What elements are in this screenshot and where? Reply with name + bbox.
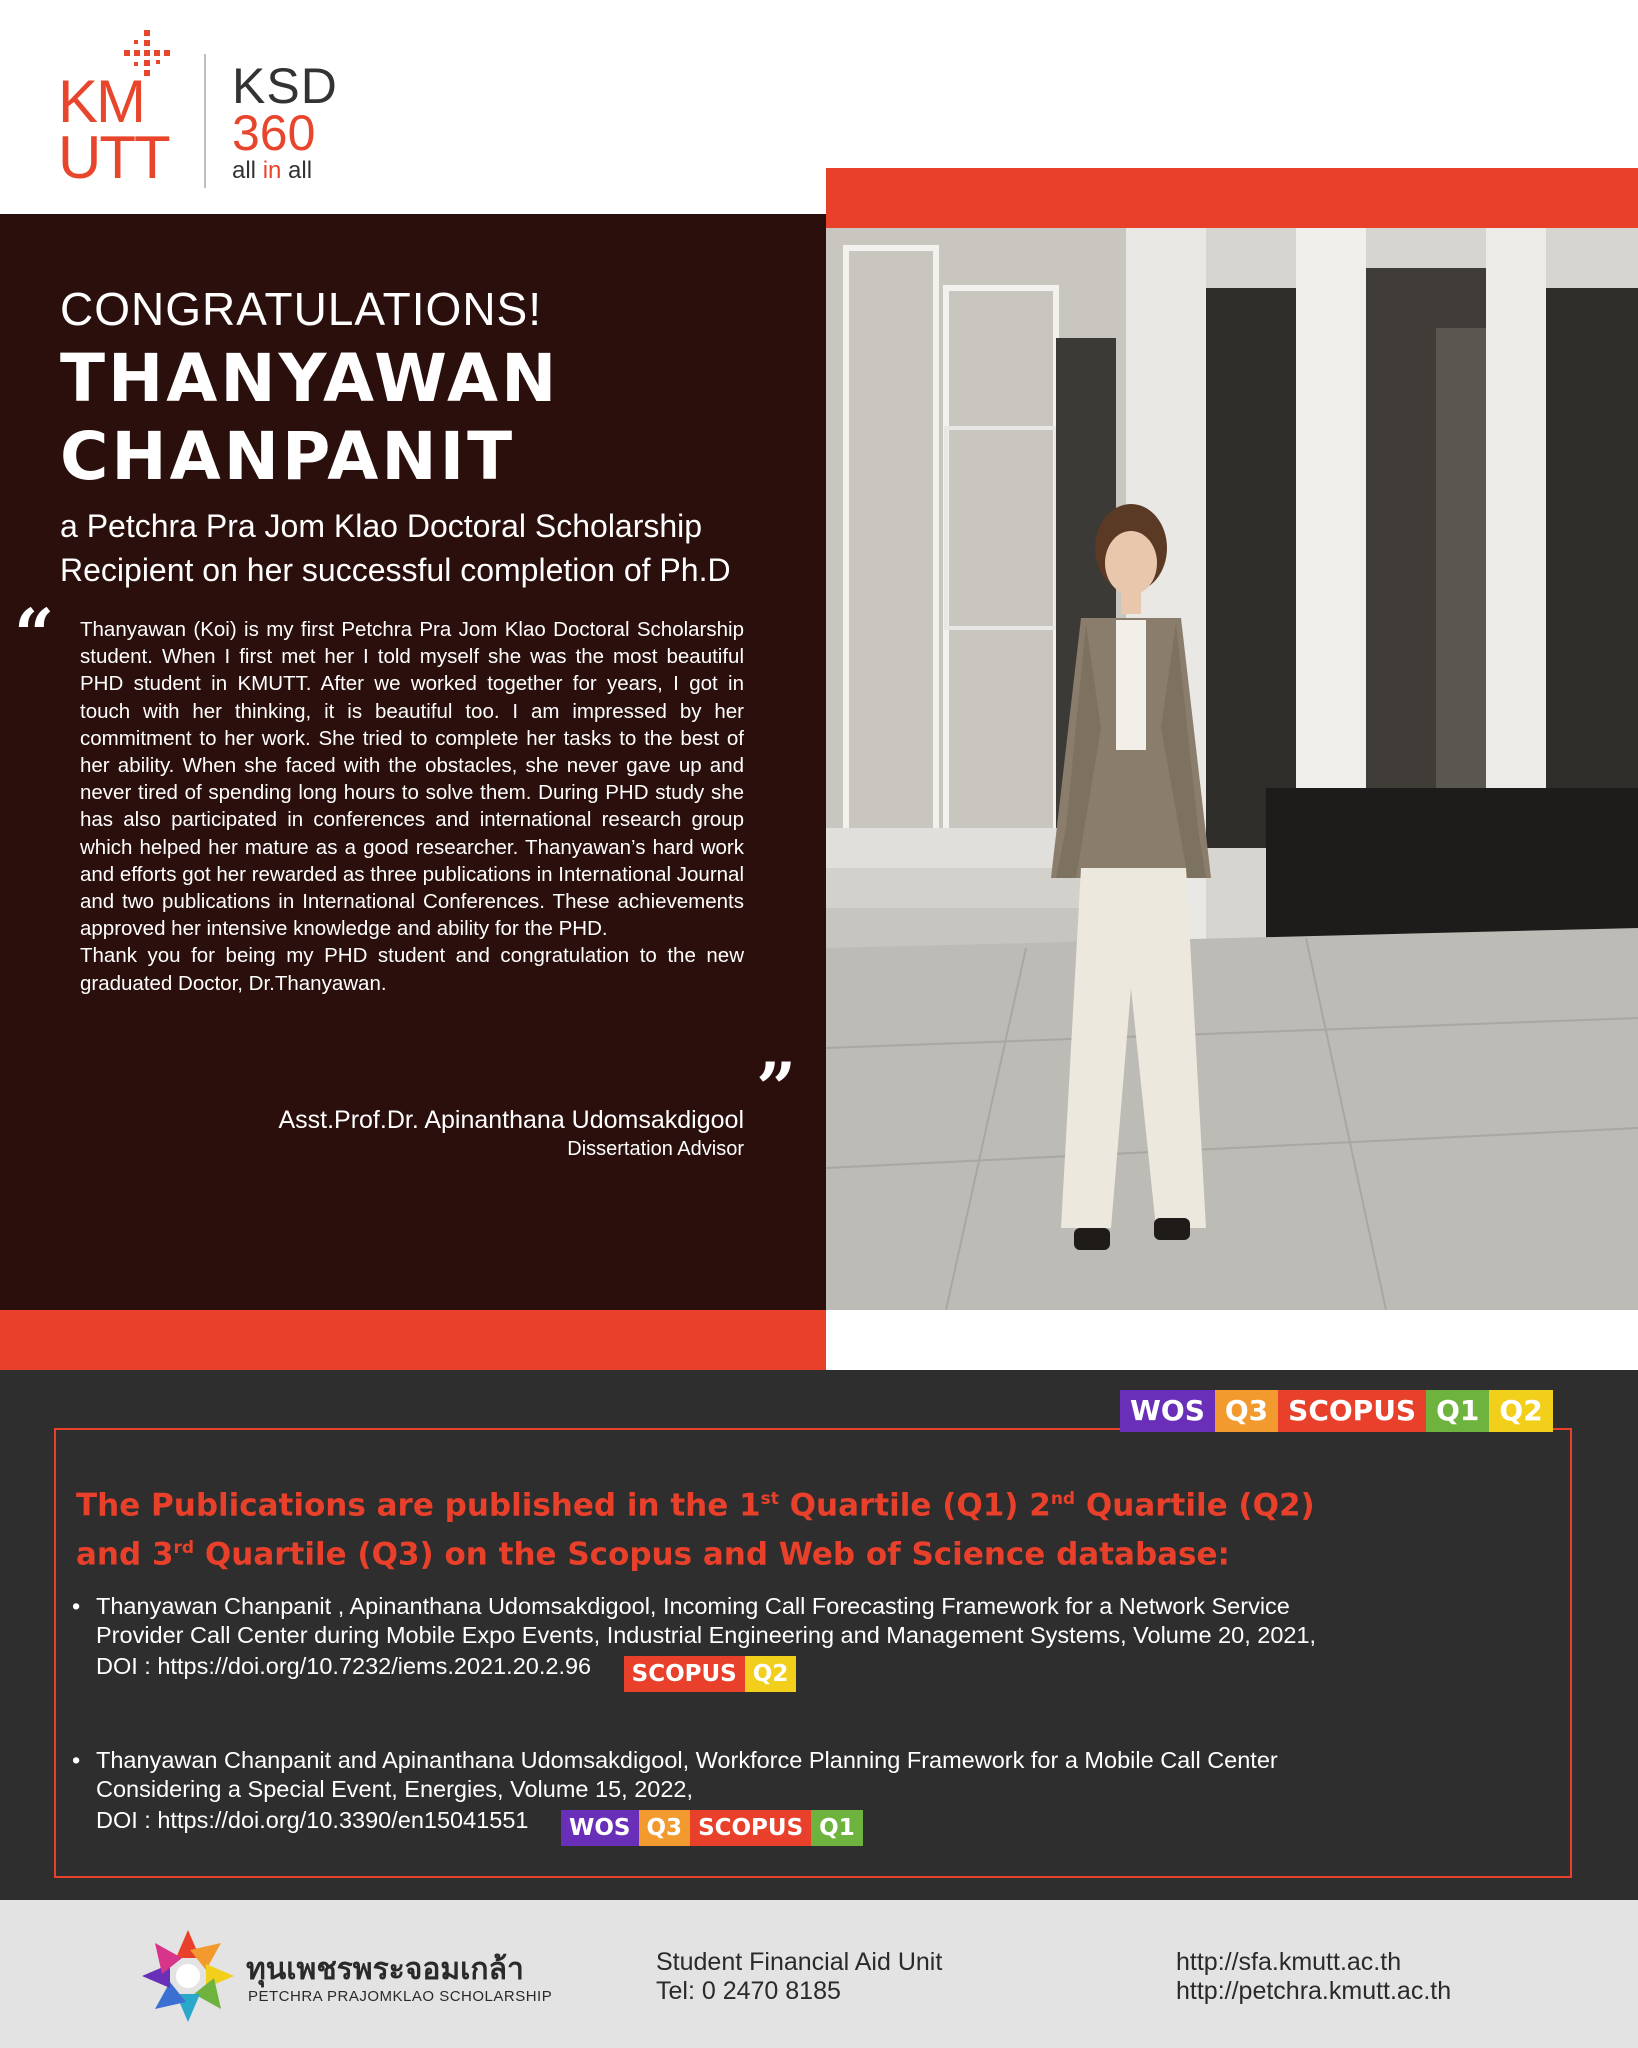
kmutt-wordmark: KM UTT <box>58 68 169 191</box>
publication-item <box>72 1592 1536 1687</box>
scholarship-name-english: PETCHRA PRAJOMKLAO SCHOLARSHIP <box>248 1988 553 2005</box>
wos-badge: WOS <box>1120 1390 1215 1432</box>
index-legend <box>1120 1390 1553 1432</box>
subtitle-line-1: a Petchra Pra Jom Klao Doctoral Scholarship <box>60 508 703 544</box>
ksd360-logo <box>232 58 338 186</box>
graduate-first-name: THANYAWAN <box>60 340 560 417</box>
graduate-photo <box>826 228 1638 1310</box>
doi-link[interactable]: DOI : https://doi.org/10.3390/en15041551 <box>96 1807 529 1834</box>
photo-top-band <box>826 168 1638 228</box>
close-quote-icon: ” <box>756 1047 797 1130</box>
congratulations-heading: CONGRATULATIONS! <box>60 283 542 335</box>
open-quote-icon: “ <box>14 593 55 676</box>
ksd-360-wordmark: 360 <box>232 105 316 161</box>
scopus-badge: SCOPUS <box>624 1656 745 1692</box>
publication-badges <box>624 1656 797 1692</box>
graduate-name <box>60 340 780 496</box>
citation-line: Provider Call Center during Mobile Expo Events, Industrial Engineering and Management Systems, Volume 20, 2021, <box>96 1622 1317 1648</box>
advisor-quote <box>80 616 744 997</box>
graduate-last-name: CHANPANIT <box>60 418 516 495</box>
logo-divider <box>204 54 206 188</box>
doi-link[interactable]: DOI : https://doi.org/10.7232/iems.2021.20.2.96 <box>96 1653 592 1680</box>
citation-line: Considering a Special Event, Energies, Volume 15, 2022, <box>96 1776 694 1802</box>
bullet-icon: • <box>72 1593 81 1619</box>
publications-heading <box>76 1478 1476 1577</box>
q2-badge: Q2 <box>1489 1390 1552 1432</box>
scopus-badge: SCOPUS <box>1278 1390 1426 1432</box>
unit-name: Student Financial Aid Unit <box>656 1948 943 1976</box>
citation-line: Thanyawan Chanpanit and Apinanthana Udomsakdigool, Workforce Planning Framework for a Mobile Call Center <box>96 1747 1278 1773</box>
q2-badge: Q2 <box>745 1656 797 1692</box>
advisor-name: Asst.Prof.Dr. Apinanthana Udomsakdigool <box>278 1106 744 1134</box>
scholarship-subtitle <box>60 504 800 592</box>
q1-badge: Q1 <box>1426 1390 1489 1432</box>
ksd-tagline: all in all <box>232 157 313 184</box>
bullet-icon: • <box>72 1747 81 1773</box>
heading-line-2: and 3rd Quartile (Q3) on the Scopus and Web of Science database: <box>76 1536 1230 1573</box>
q3-badge: Q3 <box>639 1810 691 1846</box>
doi-row <box>96 1650 1536 1686</box>
photo-illustration <box>826 228 1638 1310</box>
petchra-scholarship-logo-icon <box>140 1928 236 2024</box>
publication-item <box>72 1746 1536 1841</box>
panel-bottom-band <box>0 1310 826 1370</box>
footer-contact <box>656 1948 942 2006</box>
kmutt-logo <box>58 30 188 191</box>
q3-badge: Q3 <box>1215 1390 1278 1432</box>
scopus-badge: SCOPUS <box>690 1810 811 1846</box>
citation-line: Thanyawan Chanpanit , Apinanthana Udomsakdigool, Incoming Call Forecasting Framework for a Network Service <box>96 1593 1290 1619</box>
petchra-link[interactable]: http://petchra.kmutt.ac.th <box>1176 1977 1452 2005</box>
scholarship-name-thai: ทุนเพชรพระจอมเกล้า <box>246 1952 524 1987</box>
quote-paragraph: Thank you for being my PHD student and congratulation to the new graduated Doctor, Dr.Thanyawan. <box>80 944 744 995</box>
subtitle-line-2: Recipient on her successful completion of Ph.D <box>60 552 731 588</box>
sfa-link[interactable]: http://sfa.kmutt.ac.th <box>1176 1948 1402 1976</box>
doi-row <box>96 1804 1536 1840</box>
advisor-role: Dissertation Advisor <box>567 1138 744 1160</box>
publication-badges <box>561 1810 863 1846</box>
quote-paragraph: Thanyawan (Koi) is my first Petchra Pra Jom Klao Doctoral Scholarship student. When I first met her I told myself she was the most beautiful PHD student in KMUTT. After we worked together for years, I got in touch with her thinking, it is beautiful too. I am impressed by her commitment to her work. She tried to complete her tasks to the best of her ability. When she faced with the obstacles, she never gave up and never tired of spending long hours to solve them. During PHD study she has also participated in conferences and international research group which helped her mature as a good researcher. Thanyawan’s hard work and efforts got her rewarded as three publications in International Journal and two publications in International Conferences. These achievements approved her intensive knowledge and ability for the PHD. <box>80 618 745 941</box>
unit-phone: Tel: 0 2470 8185 <box>656 1977 841 2005</box>
wos-badge: WOS <box>561 1810 639 1846</box>
footer-links <box>1176 1948 1451 2006</box>
q1-badge: Q1 <box>811 1810 863 1846</box>
heading-line-1: The Publications are published in the 1st Quartile (Q1) 2nd Quartile (Q2) <box>76 1487 1315 1524</box>
ksd-wordmark: KSD <box>232 58 338 114</box>
